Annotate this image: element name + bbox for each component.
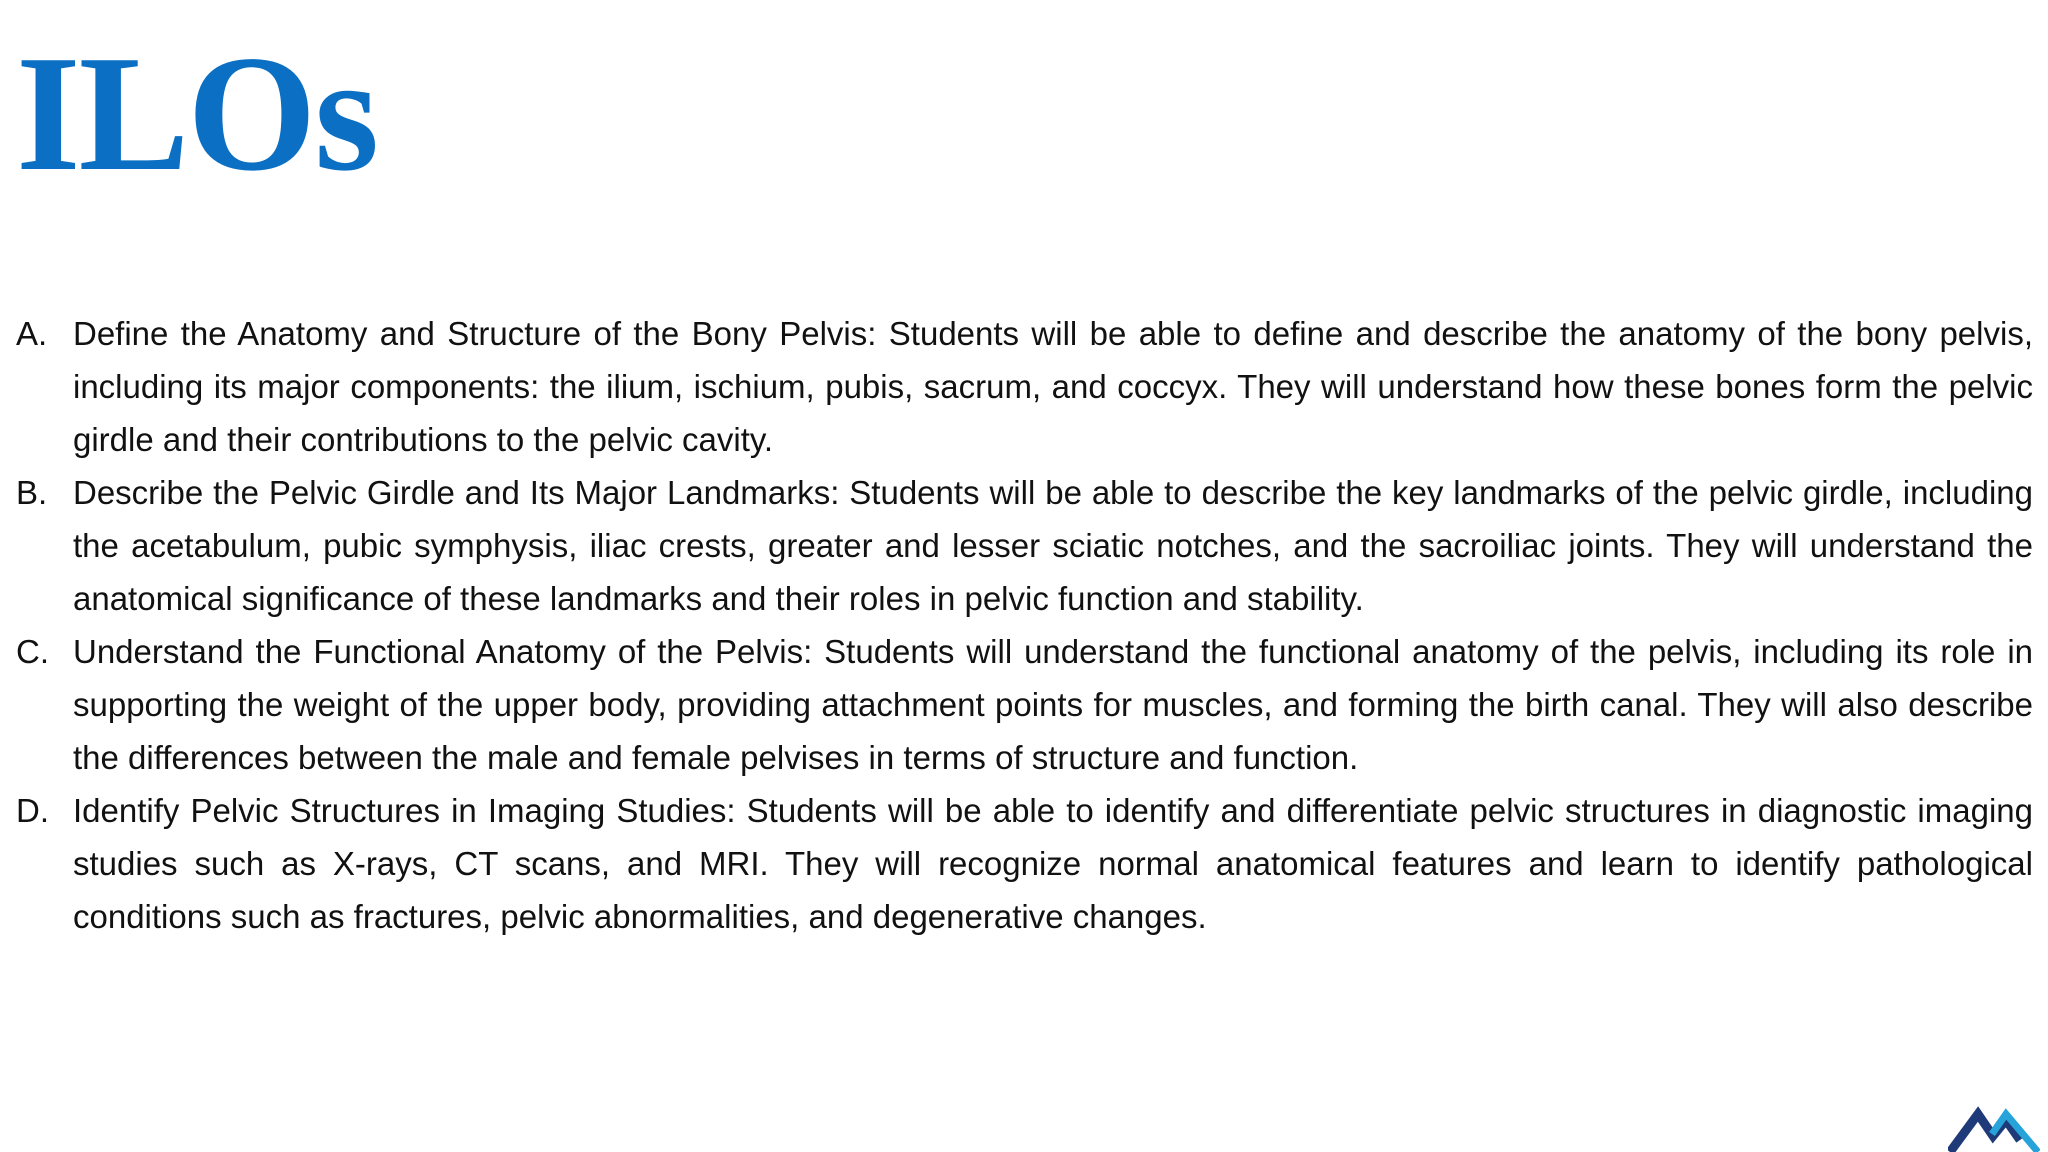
objective-b (16, 466, 2033, 625)
objective-letter: B. (16, 474, 48, 511)
objective-text: Identify Pelvic Structures in Imaging Studies: Students will be able to identify and differentiate pelvic structures in diagnostic imaging studies such as X-rays, CT scans, and MRI. They will recognize normal anatomical features and learn to identify pathological conditions such as fractures, pelvic abnormalities, and degenerative changes. (73, 792, 2033, 935)
objective-text: Describe the Pelvic Girdle and Its Major Landmarks: Students will be able to describe the key landmarks of the pelvic girdle, including the acetabulum, pubic symphysis, iliac crests, greater and lesser sciatic notches, and the sacroiliac joints. They will understand the anatomical significance of these landmarks and their roles in pelvic function and stability. (73, 474, 2033, 617)
objective-text: Define the Anatomy and Structure of the Bony Pelvis: Students will be able to define and describe the anatomy of the bony pelvis, including its major components: the ilium, ischium, pubis, sacrum, and coccyx. They will understand how these bones form the pelvic girdle and their contributions to the pelvic cavity. (73, 315, 2033, 458)
objective-c (16, 625, 2033, 784)
objective-d (16, 784, 2033, 943)
objective-letter: D. (16, 792, 49, 829)
objective-a (16, 307, 2033, 466)
objective-letter: C. (16, 633, 49, 670)
objectives-list (16, 307, 2033, 943)
mountain-logo-icon (1948, 1100, 2040, 1152)
objective-text: Understand the Functional Anatomy of the Pelvis: Students will understand the functional anatomy of the pelvis, including its role in supporting the weight of the upper body, providing attachment points for muscles, and forming the birth canal. They will also describe the differences between the male and female pelvises in terms of structure and function. (73, 633, 2033, 776)
objective-letter: A. (16, 315, 48, 352)
slide-title: ILOs (16, 21, 378, 205)
